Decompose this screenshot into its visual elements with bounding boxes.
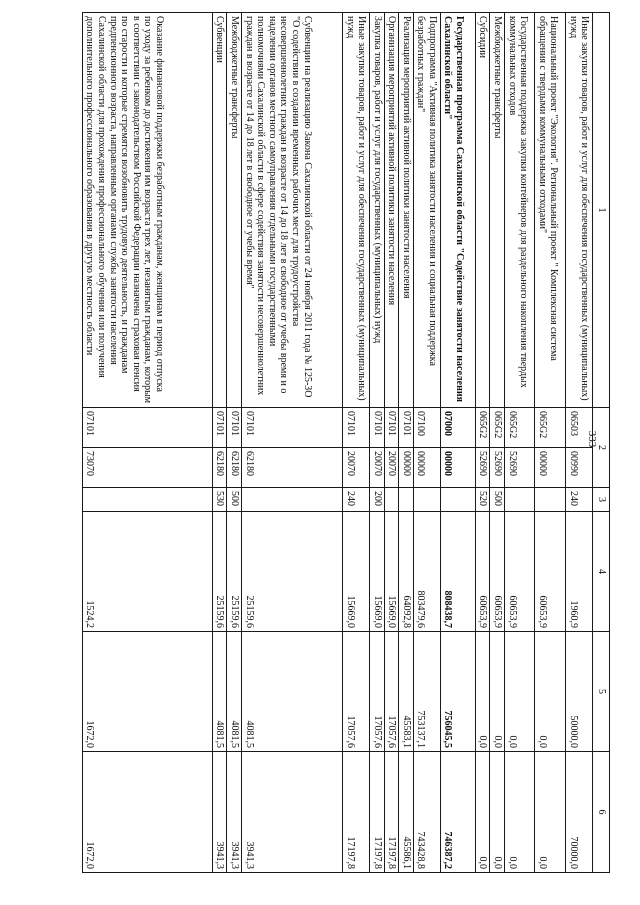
page-number: 333 — [586, 430, 598, 448]
table-row — [505, 13, 535, 873]
table-row — [384, 13, 399, 873]
amount-2021: 45583,1 — [399, 632, 414, 752]
amount-2020: 15669,0 — [343, 512, 370, 632]
expense-type-code: 530 — [212, 488, 227, 512]
target-article-subcode: 62180 — [212, 448, 227, 488]
expense-type-code — [242, 488, 343, 512]
table-row — [413, 13, 440, 873]
amount-2021: 4081,5 — [227, 632, 242, 752]
amount-2022: 17197,8 — [384, 752, 399, 873]
row-name: Организация мероприятий активной политики занятости населения — [384, 13, 399, 408]
target-article-subcode: 62180 — [227, 448, 242, 488]
amount-2022: 3941,3 — [242, 752, 343, 873]
amount-2020: 15669,0 — [370, 512, 385, 632]
target-article-code: 07101 — [242, 408, 343, 448]
amount-2021: 1672,0 — [82, 632, 212, 752]
target-article-subcode: 20070 — [370, 448, 385, 488]
row-name: Иные закупки товаров, работ и услуг для обеспечения государственных (муниципальных) нужд — [343, 13, 370, 408]
amount-2022: 17197,8 — [370, 752, 385, 873]
expense-type-code — [399, 488, 414, 512]
column-header-6: 6 — [593, 752, 610, 873]
table-row — [212, 13, 227, 873]
expense-type-code: 240 — [343, 488, 370, 512]
amount-2022: 1672,0 — [82, 752, 212, 873]
row-name: Межбюджетные трансферты — [227, 13, 242, 408]
rotated-page — [15, 12, 610, 872]
table-row — [440, 13, 475, 873]
table-body — [82, 13, 592, 873]
amount-2021: 4081,5 — [212, 632, 227, 752]
target-article-code: 06503 — [566, 408, 593, 448]
amount-2021: 756045,5 — [440, 632, 475, 752]
expense-type-code — [413, 488, 440, 512]
column-header-2: 2 — [593, 408, 610, 488]
target-article-code: 065G2 — [505, 408, 535, 448]
amount-2020: 60653,9 — [490, 512, 505, 632]
amount-2022: 3941,3 — [212, 752, 227, 873]
target-article-subcode: 62180 — [242, 448, 343, 488]
amount-2022: 0,0 — [505, 752, 535, 873]
column-header-4: 4 — [593, 512, 610, 632]
amount-2022: 0,0 — [535, 752, 566, 873]
table-row — [535, 13, 566, 873]
target-article-subcode: 00990 — [566, 448, 593, 488]
amount-2021: 4081,5 — [242, 632, 343, 752]
target-article-code: 07101 — [227, 408, 242, 448]
target-article-subcode: 73070 — [82, 448, 212, 488]
table-row — [399, 13, 414, 873]
table-row — [242, 13, 343, 873]
amount-2022: 0,0 — [490, 752, 505, 873]
target-article-code: 07101 — [343, 408, 370, 448]
table-row — [566, 13, 593, 873]
amount-2020: 25159,6 — [212, 512, 227, 632]
amount-2020: 1524,2 — [82, 512, 212, 632]
row-name: Субсидии — [475, 13, 490, 408]
amount-2021: 753137,1 — [413, 632, 440, 752]
column-header-5: 5 — [593, 632, 610, 752]
target-article-code: 07101 — [399, 408, 414, 448]
column-header-1: 1 — [593, 13, 610, 408]
table-row — [343, 13, 370, 873]
row-name: Государственная поддержка закупки контейнеров для раздельного накопления твердых коммунальных отходов — [505, 13, 535, 408]
target-article-code: 07101 — [384, 408, 399, 448]
amount-2022: 45586,1 — [399, 752, 414, 873]
target-article-subcode: 52690 — [475, 448, 490, 488]
expense-type-code — [384, 488, 399, 512]
target-article-subcode: 00000 — [440, 448, 475, 488]
target-article-subcode: 20070 — [384, 448, 399, 488]
amount-2022: 746387,2 — [440, 752, 475, 873]
row-name: Межбюджетные трансферты — [490, 13, 505, 408]
amount-2020: 25159,6 — [227, 512, 242, 632]
expense-type-code: 520 — [475, 488, 490, 512]
expense-type-code: 200 — [370, 488, 385, 512]
row-name: Субвенции — [212, 13, 227, 408]
table-row — [227, 13, 242, 873]
table-row — [490, 13, 505, 873]
table-row — [370, 13, 385, 873]
amount-2022: 3941,3 — [227, 752, 242, 873]
target-article-code: 07000 — [440, 408, 475, 448]
row-name: Государственная программа Сахалинской области "Содействие занятости населения Сахалинской области" — [440, 13, 475, 408]
table-row — [82, 13, 212, 873]
expense-type-code — [505, 488, 535, 512]
target-article-code: 065G2 — [475, 408, 490, 448]
target-article-code: 07101 — [82, 408, 212, 448]
amount-2020: 60653,9 — [535, 512, 566, 632]
expense-type-code — [440, 488, 475, 512]
amount-2022: 0,0 — [475, 752, 490, 873]
target-article-subcode: 00000 — [399, 448, 414, 488]
amount-2022: 743428,8 — [413, 752, 440, 873]
amount-2021: 0,0 — [490, 632, 505, 752]
amount-2021: 17057,6 — [384, 632, 399, 752]
target-article-subcode: 00000 — [535, 448, 566, 488]
amount-2021: 17057,6 — [343, 632, 370, 752]
target-article-subcode: 00000 — [413, 448, 440, 488]
target-article-subcode: 52690 — [490, 448, 505, 488]
amount-2020: 1960,9 — [566, 512, 593, 632]
target-article-code: 07100 — [413, 408, 440, 448]
amount-2021: 17057,6 — [370, 632, 385, 752]
target-article-code: 07101 — [212, 408, 227, 448]
amount-2020: 15669,0 — [384, 512, 399, 632]
column-header-3: 3 — [593, 488, 610, 512]
row-name: Закупка товаров, работ и услуг для государственных (муниципальных) нужд — [370, 13, 385, 408]
row-name: Подпрограмма "Активная политика занятости населения и социальная поддержка безработных граждан" — [413, 13, 440, 408]
column-number-row — [593, 13, 610, 873]
amount-2022: 17197,8 — [343, 752, 370, 873]
target-article-code: 07101 — [370, 408, 385, 448]
amount-2020: 808438,7 — [440, 512, 475, 632]
amount-2020: 60653,9 — [505, 512, 535, 632]
expense-type-code: 240 — [566, 488, 593, 512]
target-article-code: 065G2 — [490, 408, 505, 448]
expense-type-code — [82, 488, 212, 512]
amount-2021: 0,0 — [505, 632, 535, 752]
row-name: Субвенции на реализацию Закона Сахалинской области от 24 ноября 2011 года № 125-ЗО "О содействии в создании временных рабочих мест для трудоустройства несовершеннолетних граждан в возрасте от 14 до 18 лет в свободное от учебы время и о наделении органов местного самоуправления отдельными государственными полномочиями Сахалинской области в сфере содействия занятости несовершеннолетних граждан в возрасте от 14 до 18 лет в свободное от учебы время" — [242, 13, 343, 408]
row-name: Иные закупки товаров, работ и услуг для обеспечения государственных (муниципальных) нужд — [566, 13, 593, 408]
amount-2020: 64092,8 — [399, 512, 414, 632]
expense-type-code: 500 — [227, 488, 242, 512]
expense-type-code — [535, 488, 566, 512]
amount-2021: 50000,0 — [566, 632, 593, 752]
amount-2021: 0,0 — [535, 632, 566, 752]
row-name: Оказание финансовой поддержки безработным гражданам, женщинам в период отпуска по уходу за ребенком до достижения им возраста трех лет, незанятым гражданам, которым в соответствии с законодательством Российской Федерации назначена страховая пенсия по старости и которые стремятся возобновить трудовую деятельность, и гражданам предпенсионного возраста, направленным органами службы занятости населения Сахалинской области для прохождения профессионального обучения или получения дополнительного профессионального образования в другую местность области — [82, 13, 212, 408]
target-article-subcode: 20070 — [343, 448, 370, 488]
target-article-code: 065G2 — [535, 408, 566, 448]
row-name: Реализация мероприятий активной политики занятости населения — [399, 13, 414, 408]
expense-type-code: 500 — [490, 488, 505, 512]
table-row — [475, 13, 490, 873]
amount-2020: 803479,6 — [413, 512, 440, 632]
amount-2021: 0,0 — [475, 632, 490, 752]
target-article-subcode: 52690 — [505, 448, 535, 488]
budget-table — [82, 12, 610, 873]
row-name: Национальный проект "Экология". Региональный проект " Комплексная система обращения с твердыми коммунальными отходами" — [535, 13, 566, 408]
amount-2020: 60653,9 — [475, 512, 490, 632]
amount-2020: 25159,6 — [242, 512, 343, 632]
amount-2022: 70000,0 — [566, 752, 593, 873]
